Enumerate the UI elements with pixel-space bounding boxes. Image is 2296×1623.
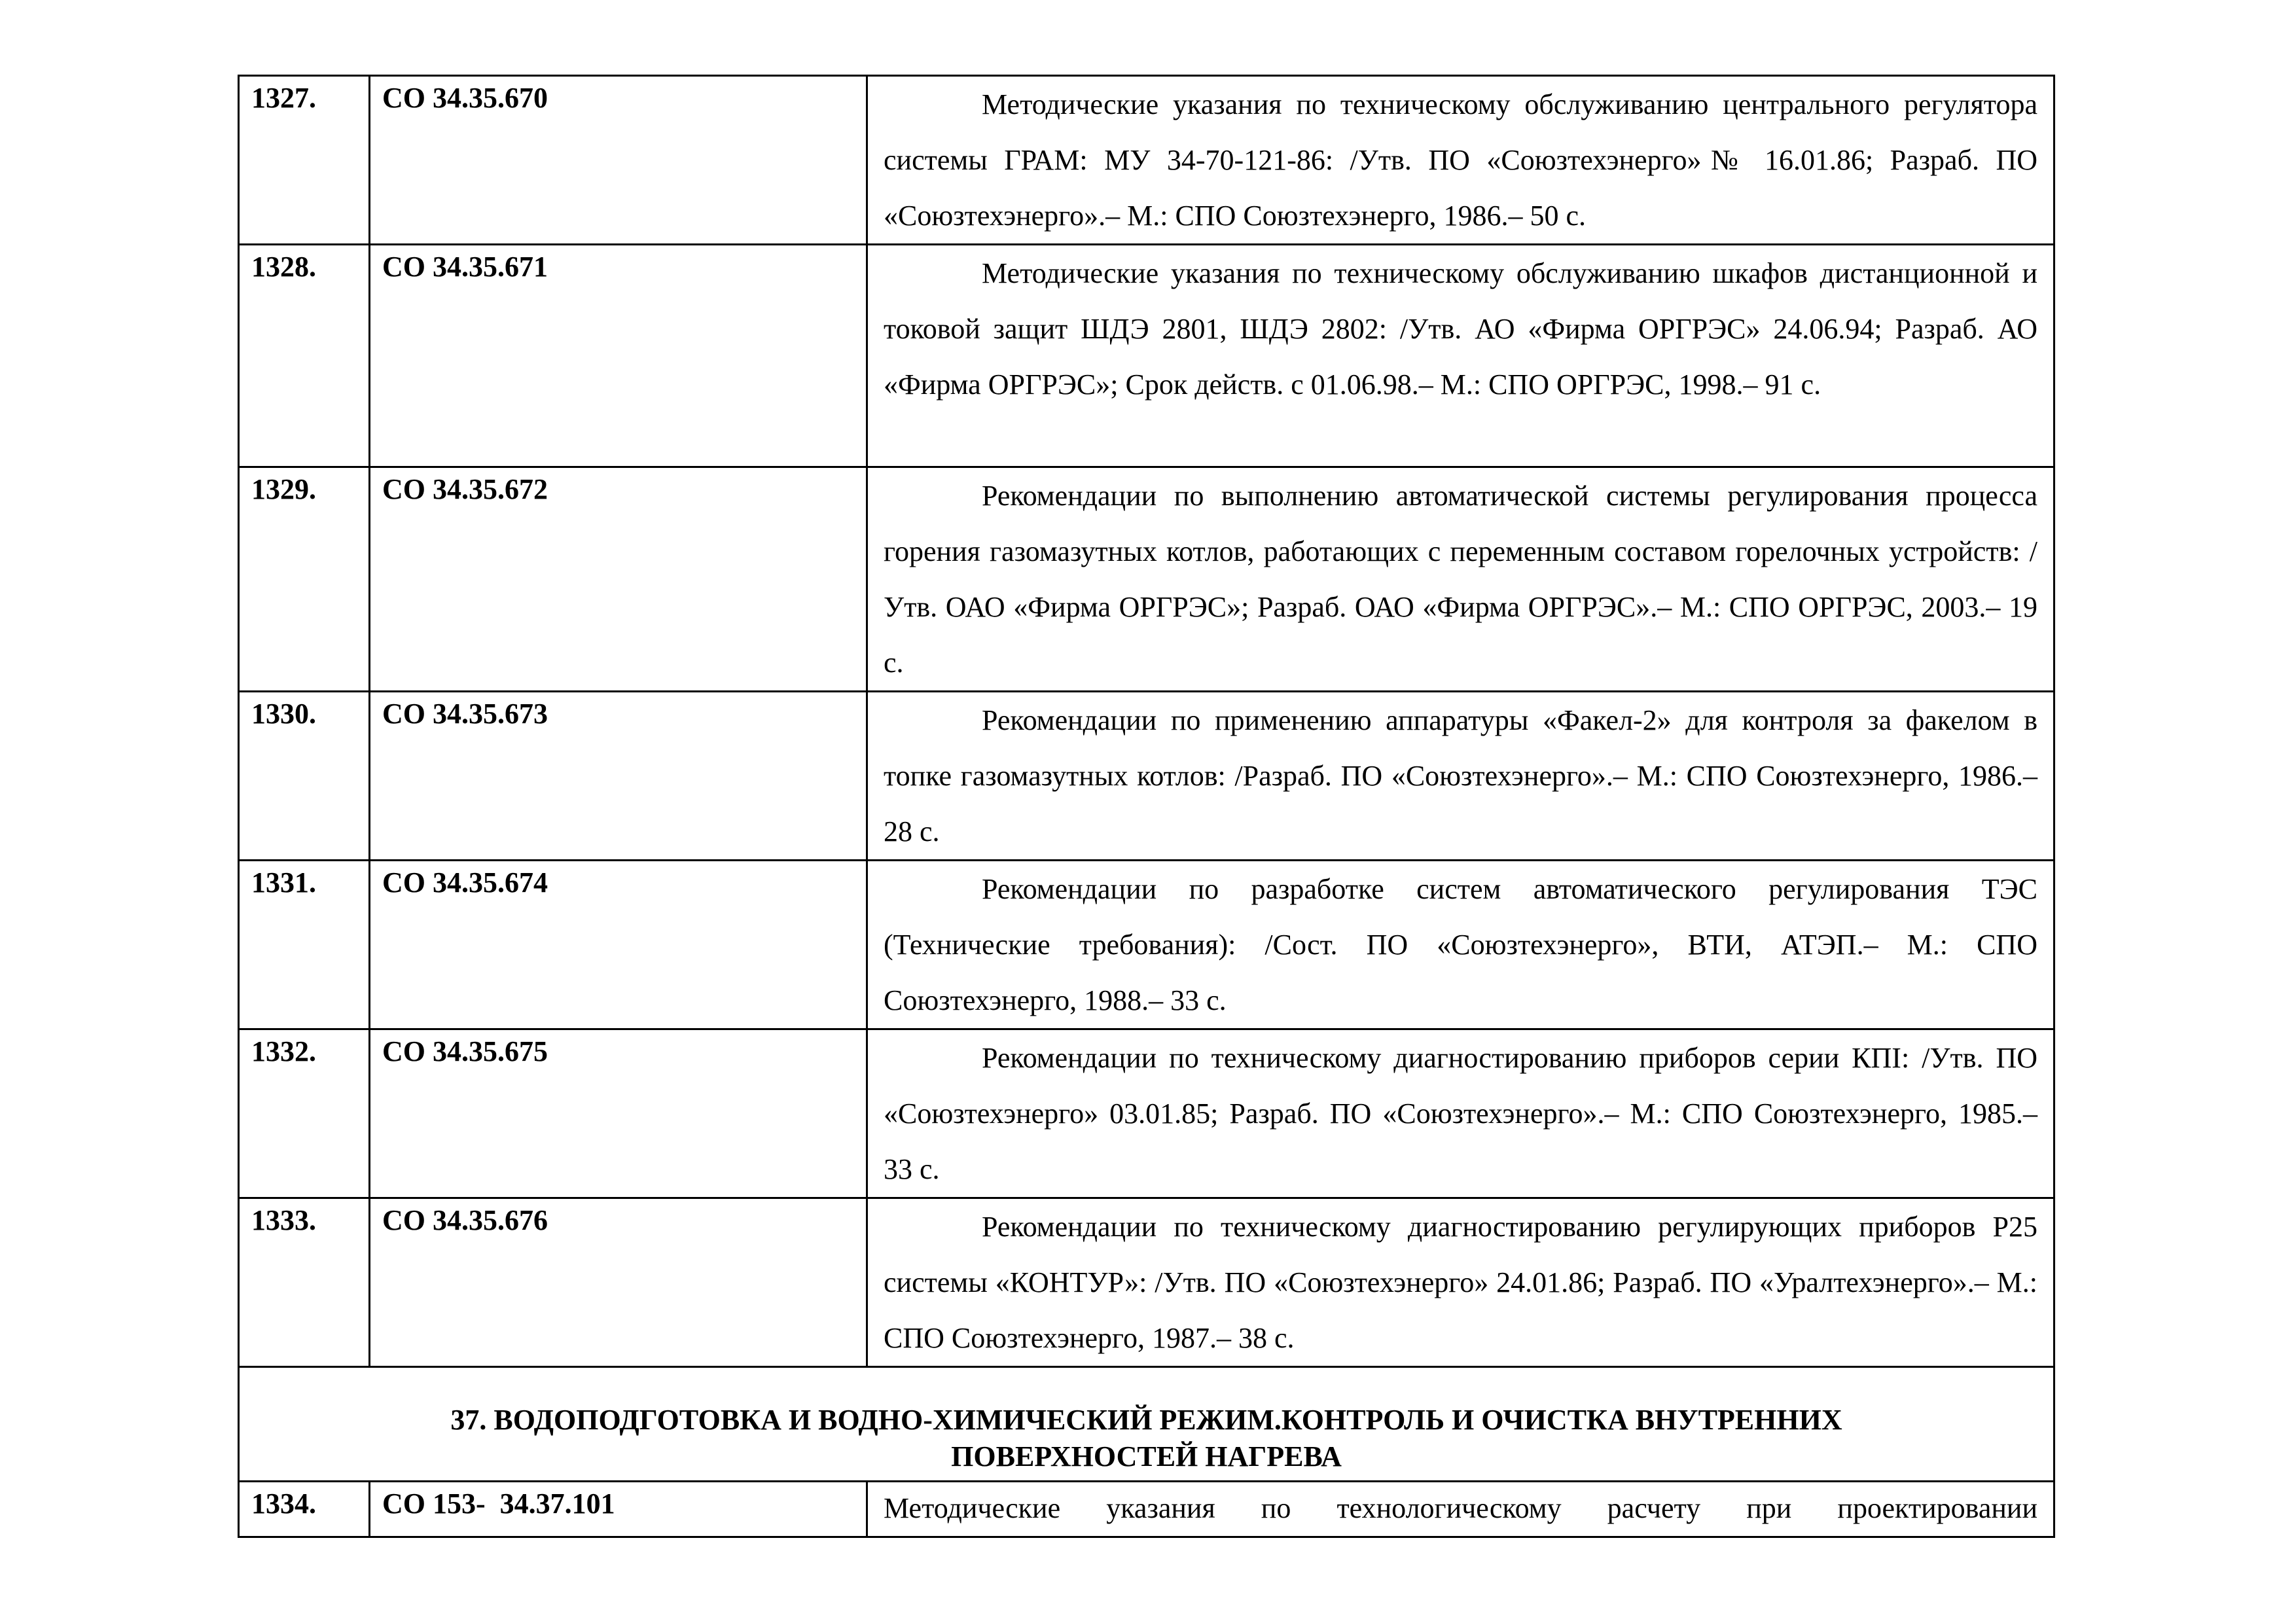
row-number-cell — [239, 692, 370, 861]
section-header-cell — [239, 1367, 2054, 1482]
description-cell — [867, 1482, 2054, 1537]
standard-code: СО 34.35.672 — [382, 473, 548, 505]
standard-description: Методические указания по техническому обслуживанию центрального регулятора системы ГРАМ: МУ 34-70-121-86: /Утв. ПО «Союзтехэнерго»№ 16.01.86; Разраб. ПО «Союзтехэнерго».– М.: СПО Союзтехэнерго, 1986.– 50 с. — [884, 88, 2037, 232]
standard-code: СО 153- 34.37.101 — [382, 1488, 615, 1520]
description-cell — [867, 245, 2054, 467]
standard-description: Рекомендации по разработке систем автоматического регулирования ТЭС (Технические требования): /Сост. ПО «Союзтехэнерго», ВТИ, АТЭП.– М.: СПО Союзтехэнерго, 1988.– 33 с. — [884, 873, 2037, 1016]
table-row — [239, 76, 2054, 245]
table-row — [239, 1482, 2054, 1537]
row-number-cell — [239, 245, 370, 467]
description-cell — [867, 76, 2054, 245]
standard-code: СО 34.35.676 — [382, 1204, 548, 1236]
standard-description: Рекомендации по выполнению автоматической системы регулирования процесса горения газомазутных котлов, работающих с переменным составом горелочных устройств: /Утв. ОАО «Фирма ОРГРЭС»; Разраб. ОАО «Фирма ОРГРЭС».– М.: СПО ОРГРЭС, 2003.– 19 с. — [884, 480, 2037, 679]
standards-table — [238, 75, 2055, 1538]
description-cell — [867, 861, 2054, 1029]
row-number-cell — [239, 76, 370, 245]
table-row — [239, 861, 2054, 1029]
row-number: 1334. — [251, 1488, 316, 1520]
description-cell — [867, 1198, 2054, 1367]
row-number: 1332. — [251, 1035, 316, 1067]
standard-code-cell — [370, 861, 867, 1029]
description-cell — [867, 467, 2054, 692]
row-number: 1328. — [251, 251, 316, 283]
table-row — [239, 467, 2054, 692]
row-number: 1330. — [251, 698, 316, 730]
table-row — [239, 245, 2054, 467]
description-cell — [867, 692, 2054, 861]
standard-code: СО 34.35.671 — [382, 251, 548, 283]
standard-code-cell — [370, 1482, 867, 1537]
standard-code-cell — [370, 467, 867, 692]
row-number: 1327. — [251, 82, 316, 114]
section-title: 37. ВОДОПОДГОТОВКА И ВОДНО-ХИМИЧЕСКИЙ РЕЖИМ.КОНТРОЛЬ И ОЧИСТКА ВНУТРЕННИХ ПОВЕРХНОСТЕЙ НАГРЕВА — [450, 1404, 1842, 1472]
standard-description: Методические указания по техническому обслуживанию шкафов дистанционной и токовой защит ШДЭ 2801, ШДЭ 2802: /Утв. АО «Фирма ОРГРЭС» 24.06.94; Разраб. АО «Фирма ОРГРЭС»; Срок действ. с 01.06.98.– М.: СПО ОРГРЭС, 1998.– 91 с. — [884, 257, 2037, 401]
standard-code-cell — [370, 76, 867, 245]
row-number-cell — [239, 1482, 370, 1537]
standard-code: СО 34.35.673 — [382, 698, 548, 730]
standard-code-cell — [370, 245, 867, 467]
row-number-cell — [239, 861, 370, 1029]
section-header-row — [239, 1367, 2054, 1482]
standard-code: СО 34.35.674 — [382, 866, 548, 899]
standard-description: Методические указания по технологическому расчету при проектировании — [884, 1492, 2037, 1524]
standard-code-cell — [370, 1029, 867, 1198]
standard-code: СО 34.35.670 — [382, 82, 548, 114]
row-number-cell — [239, 467, 370, 692]
table-row — [239, 692, 2054, 861]
standard-description: Рекомендации по техническому диагностированию регулирующих приборов Р25 системы «КОНТУР»: /Утв. ПО «Союзтехэнерго» 24.01.86; Разраб. ПО «Уралтехэнерго».– М.: СПО Союзтехэнерго, 1987.– 38 с. — [884, 1211, 2037, 1354]
standard-code: СО 34.35.675 — [382, 1035, 548, 1067]
standard-code-cell — [370, 692, 867, 861]
table-row — [239, 1198, 2054, 1367]
row-number-cell — [239, 1198, 370, 1367]
standard-code-cell — [370, 1198, 867, 1367]
row-number: 1333. — [251, 1204, 316, 1236]
row-number: 1329. — [251, 473, 316, 505]
table-row — [239, 1029, 2054, 1198]
standard-description: Рекомендации по применению аппаратуры «Факел-2» для контроля за факелом в топке газомазутных котлов: /Разраб. ПО «Союзтехэнерго».– М.: СПО Союзтехэнерго, 1986.– 28 с. — [884, 704, 2037, 847]
description-cell — [867, 1029, 2054, 1198]
row-number-cell — [239, 1029, 370, 1198]
row-number: 1331. — [251, 866, 316, 899]
standard-description: Рекомендации по техническому диагностированию приборов серии КПІ: /Утв. ПО «Союзтехэнерго» 03.01.85; Разраб. ПО «Союзтехэнерго».– М.: СПО Союзтехэнерго, 1985.– 33 с. — [884, 1042, 2037, 1185]
